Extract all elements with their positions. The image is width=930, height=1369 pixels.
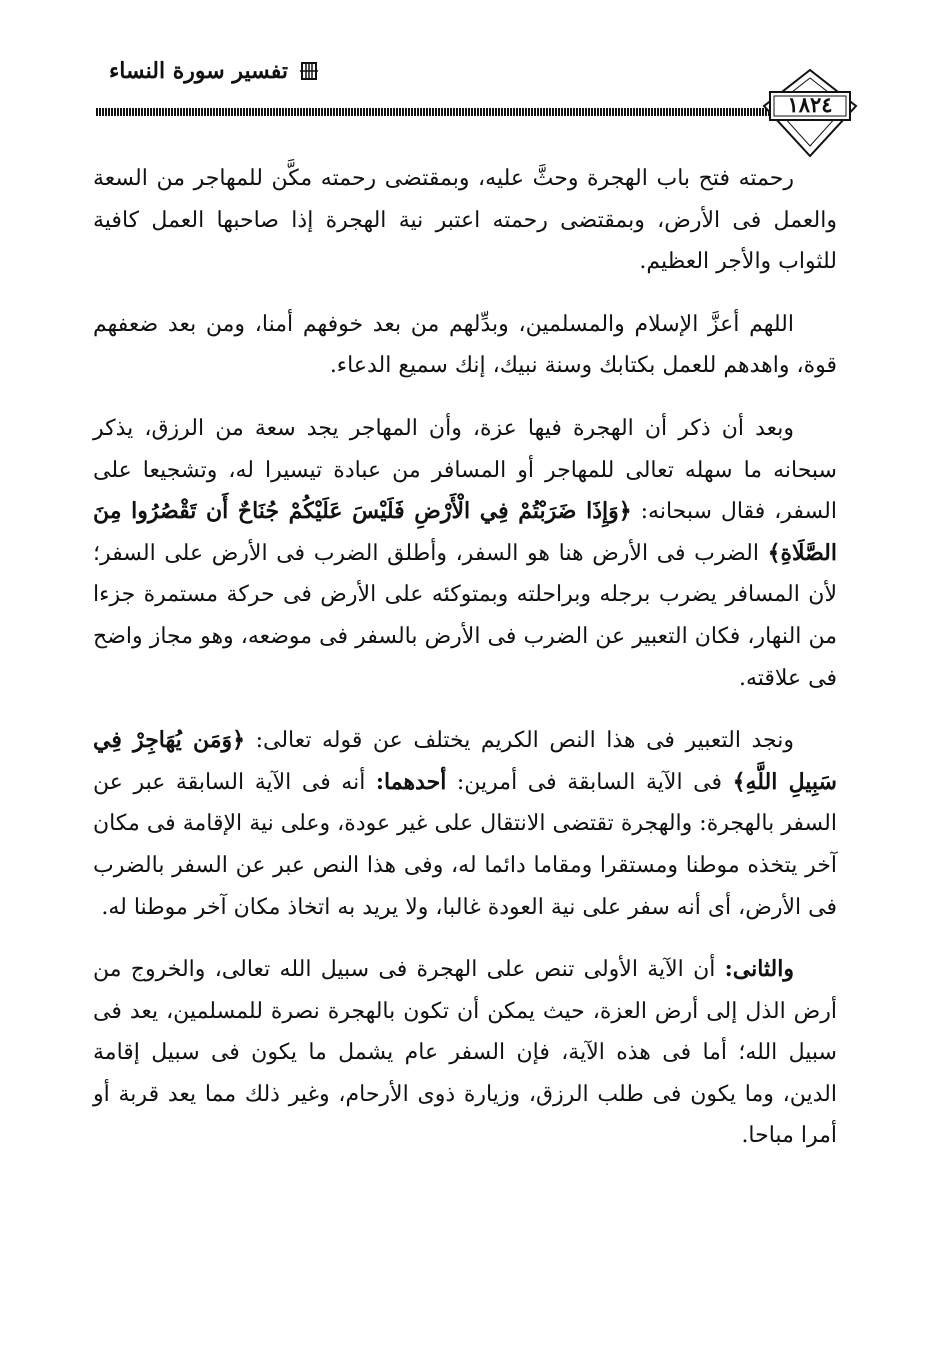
paragraph [93,158,837,283]
paragraph [93,304,837,387]
text-run: فى الآية السابقة فى أمرين: [446,769,733,795]
text-run: الضرب فى الأرض هنا هو السفر، وأطلق الضرب فى الأرض على السفر؛ لأن المسافر يضرب برجله وبراحلته وبمتوكئه على الأرض فى حركة مستمرة جزءا من النهار، فكان التعبير عن الضرب فى الأرض بالسفر فى موضعه، وهو مجاز واضح فى علاقته. [93,540,837,691]
ornament-icon [298,60,320,82]
text-run: وبعد أن ذكر أن الهجرة فيها عزة، وأن المهاجر يجد سعة من الرزق، يذكر سبحانه ما سهله تعالى للمهاجر أو المسافر من عبادة تيسيرا له، وتشجيعا على السفر، فقال سبحانه: [93,415,837,525]
bold-label: أحدهما: [375,768,447,795]
paragraph [93,949,837,1157]
header-title: تفسير سورة النساء [108,58,288,84]
text-run: أنه فى الآية السابقة عبر عن السفر بالهجرة: والهجرة تقتضى الانتقال على غير عودة، وعلى نية الإقامة فى مكان آخر يتخذه موطنا ومستقرا ومقاما دائما له، وفى هذا النص عبر عن السفر بالضرب فى الأرض، أى أنه سفر على نية العودة غالبا، ولا يريد به اتخاذ مكان آخر موطنا له. [93,769,837,920]
quran-verse: ﴿وَإِذَا ضَرَبْتُمْ فِي الْأَرْضِ فَلَيْسَ عَلَيْكُمْ جُنَاحٌ أَن تَقْصُرُوا مِنَ الصَّلَاةِ﴾ [93,498,837,566]
text-run: أن الآية الأولى تنص على الهجرة فى سبيل الله تعالى، والخروج من أرض الذل إلى أرض العزة، حيث يمكن أن تكون بالهجرة نصرة للمسلمين، يعد فى سبيل الله؛ أما فى هذه الآية، فإن السفر عام يشمل ما يكون فى سبيل إقامة الدين، وما يكون فى طلب الرزق، وزيارة ذوى الأرحام، وغير ذلك مما يعد قربة أو أمرا مباحا. [93,957,837,1149]
running-header [109,58,320,84]
main-content [93,158,837,1178]
paragraph [93,408,837,699]
paragraph [93,720,837,928]
page-number-badge [762,68,858,160]
page-header [0,0,930,160]
header-rule [96,108,790,116]
quran-verse: ﴿وَمَن يُهَاجِرْ فِي سَبِيلِ اللَّهِ﴾ [93,727,837,795]
bold-label: والثانى: [724,956,794,983]
text-run: اللهم أعزَّ الإسلام والمسلمين، وبدِّلهم من بعد خوفهم أمنا، ومن بعد ضعفهم قوة، واهدهم للعمل بكتابك وسنة نبيك، إنك سميع الدعاء. [93,311,837,379]
page-number: ١٨٢٤ [787,92,833,117]
text-run: ونجد التعبير فى هذا النص الكريم يختلف عن قوله تعالى: [245,728,794,754]
text-run: رحمته فتح باب الهجرة وحثَّ عليه، وبمقتضى رحمته مكَّن للمهاجر من السعة والعمل فى الأرض، وبمقتضى رحمته اعتبر نية الهجرة إذا صاحبها العمل كافية للثواب والأجر العظيم. [93,166,837,275]
